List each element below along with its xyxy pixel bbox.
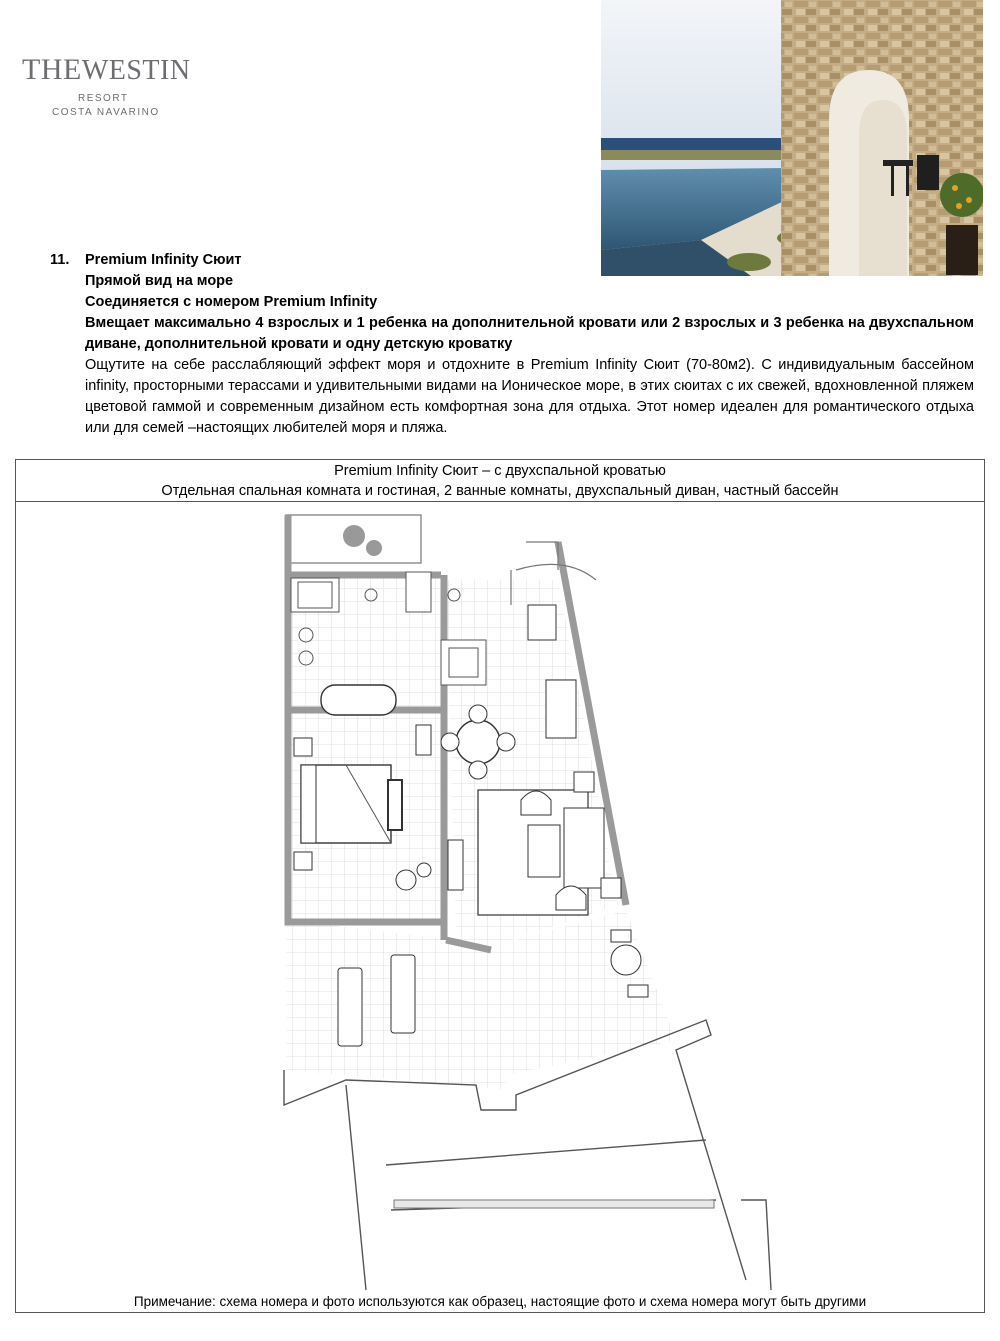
plan-title: Premium Infinity Сюит – с двухспальной кроватью xyxy=(334,463,666,479)
logo-the: THE xyxy=(22,53,82,86)
item-number: 11. xyxy=(50,252,70,268)
floor-plan xyxy=(266,510,776,1290)
logo-brand xyxy=(22,53,192,86)
table-header xyxy=(16,460,984,502)
suite-title: Premium Infinity Сюит xyxy=(85,252,242,268)
suite-photo xyxy=(601,0,983,276)
suite-body: Ощутите на себе расслабляющий эффект моря и отдохните в Premium Infinity Сюит (70-80м2). С индивидуальным бассейном infinity, просторными терассами и удивительными видами на Ионическое море, в этих сюитах с их свежей, вдохновленной пляжем цветовой гаммой и современным дизайном есть комфортная зона для отдыха. Этот номер идеален для романтического отдыха или для семей –настоящих любителей моря и пляжа. xyxy=(85,357,974,436)
suite-connects: Соединяется с номером Premium Infinity xyxy=(85,294,378,310)
logo-resort: RESORT xyxy=(78,93,129,104)
suite-view: Прямой вид на море xyxy=(85,273,234,289)
plan-note: Примечание: схема номера и фото используются как образец, настоящие фото и схема номера могут быть другими xyxy=(133,1294,867,1309)
floor-plan-table xyxy=(15,459,985,1313)
logo-westin: WESTIN xyxy=(81,55,191,86)
plan-subtitle: Отдельная спальная комната и гостиная, 2 ванные комнаты, двухспальный диван, частный бассейн xyxy=(161,483,839,499)
suite-description xyxy=(50,250,974,439)
logo-location: COSTA NAVARINO xyxy=(52,107,160,118)
westin-logo xyxy=(22,53,192,120)
suite-capacity: Вмещает максимально 4 взрослых и 1 ребенка на дополнительной кровати или 2 взрослых и 3 ребенка на двухспальном диване, дополнительной кровати и одну детскую кроватку xyxy=(85,315,974,352)
